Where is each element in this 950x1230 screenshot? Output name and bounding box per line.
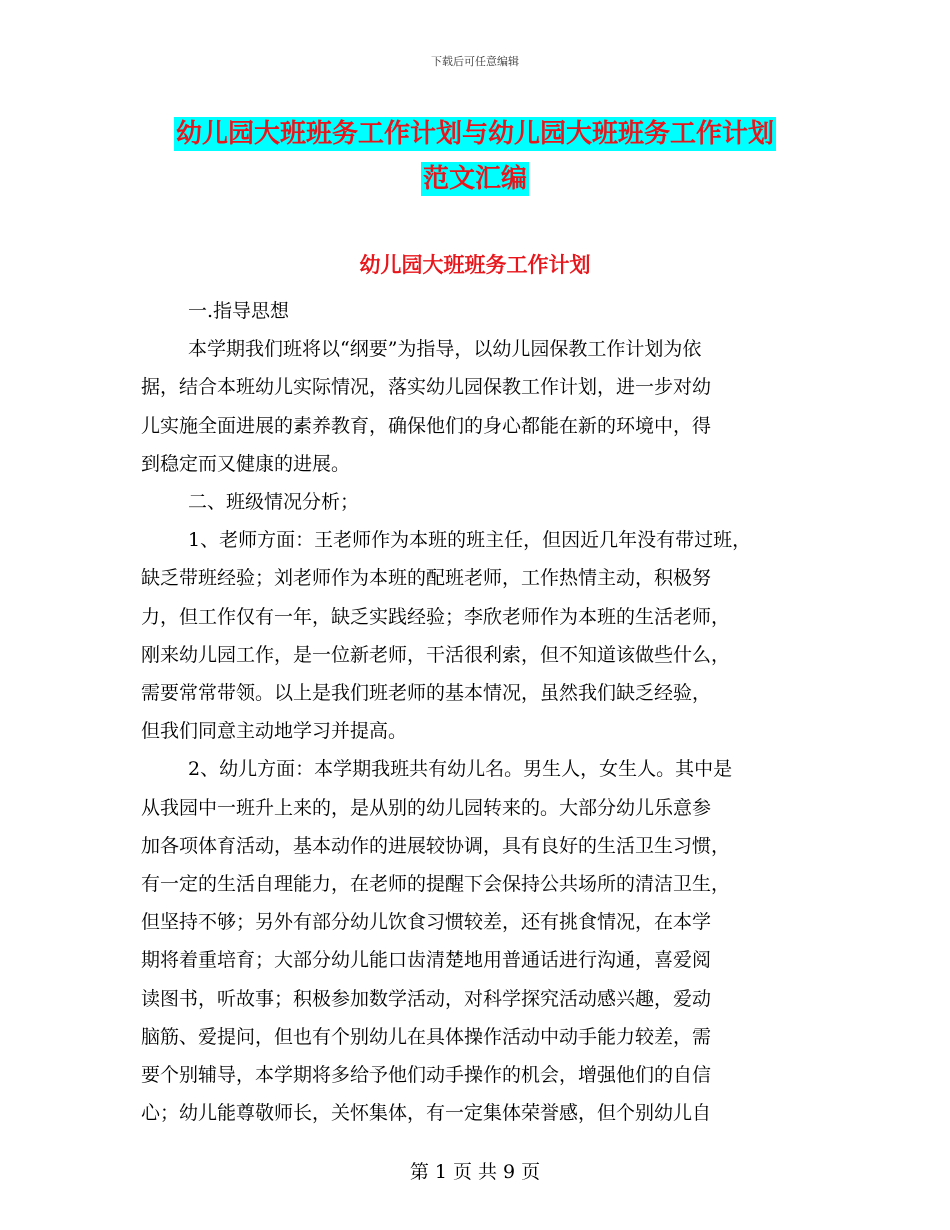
document-title-line-1 xyxy=(0,113,950,150)
document-title-text-2: 范文汇编 xyxy=(422,164,527,194)
text-line: 读图书，听故事；积极参加数学活动，对科学探究活动感兴趣，爱动 xyxy=(141,987,712,1010)
text-line: 但坚持不够；另外有部分幼儿饮食习惯较差，还有挑食情况，在本学 xyxy=(141,911,712,934)
text-line: 加各项体育活动，基本动作的进展较协调，具有良好的生活卫生习惯， xyxy=(141,834,731,857)
paragraph-children xyxy=(141,750,809,1132)
heading-class-analysis xyxy=(141,483,809,521)
text-line: 但我们同意主动地学习并提高。 xyxy=(141,720,408,743)
document-title-line-2 xyxy=(0,158,950,195)
text-line: 儿实施全面进展的素养教育，确保他们的身心都能在新的环境中，得 xyxy=(141,414,712,437)
paragraph-guiding-thought xyxy=(141,330,809,483)
text-line: 1、老师方面：王老师作为本班的班主任，但因近几年没有带过班， xyxy=(188,529,752,552)
text-line: 脑筋、爱提问，但也有个别幼儿在具体操作活动中动手能力较差，需 xyxy=(141,1025,712,1048)
text-line: 要个别辅导，本学期将多给予他们动手操作的机会，增强他们的自信 xyxy=(141,1064,712,1087)
text-line: 刚来幼儿园工作，是一位新老师，干活很利索，但不知道该做些什么， xyxy=(141,643,731,666)
section-title: 幼儿园大班班务工作计划 xyxy=(359,253,591,277)
page-number-footer: 第 1 页 共 9 页 xyxy=(409,1161,541,1183)
text-line: 二、班级情况分析； xyxy=(188,491,360,514)
text-line: 需要常常带领。以上是我们班老师的基本情况，虽然我们缺乏经验， xyxy=(141,682,712,705)
text-line: 有一定的生活自理能力，在老师的提醒下会保持公共场所的清洁卫生， xyxy=(141,873,731,896)
header-note: 下载后可任意编辑 xyxy=(431,55,519,68)
text-line: 本学期我们班将以“纲要”为指导，以幼儿园保教工作计划为依 xyxy=(188,338,702,361)
text-line: 到稳定而又健康的进展。 xyxy=(141,452,351,475)
text-line: 一.指导思想 xyxy=(188,300,290,322)
document-body xyxy=(141,292,809,1132)
text-line: 期将着重培育；大部分幼儿能口齿清楚地用普通话进行沟通，喜爱阅 xyxy=(141,949,712,972)
text-line: 从我园中一班升上来的，是从别的幼儿园转来的。大部分幼儿乐意参 xyxy=(141,796,712,819)
heading-guiding-thought xyxy=(141,292,809,330)
text-line: 2、幼儿方面：本学期我班共有幼儿名。男生人，女生人。其中是 xyxy=(188,758,733,781)
document-title-text-1: 幼儿园大班班务工作计划与幼儿园大班班务工作计划 xyxy=(175,119,774,149)
text-line: 缺乏带班经验；刘老师作为本班的配班老师，工作热情主动，积极努 xyxy=(141,567,712,590)
text-line: 力，但工作仅有一年，缺乏实践经验；李欣老师作为本班的生活老师， xyxy=(141,605,731,628)
text-line: 心；幼儿能尊敬师长，关怀集体，有一定集体荣誉感，但个别幼儿自 xyxy=(141,1102,712,1125)
text-line: 据，结合本班幼儿实际情况，落实幼儿园保教工作计划，进一步对幼 xyxy=(141,376,712,399)
paragraph-teachers xyxy=(141,521,809,750)
